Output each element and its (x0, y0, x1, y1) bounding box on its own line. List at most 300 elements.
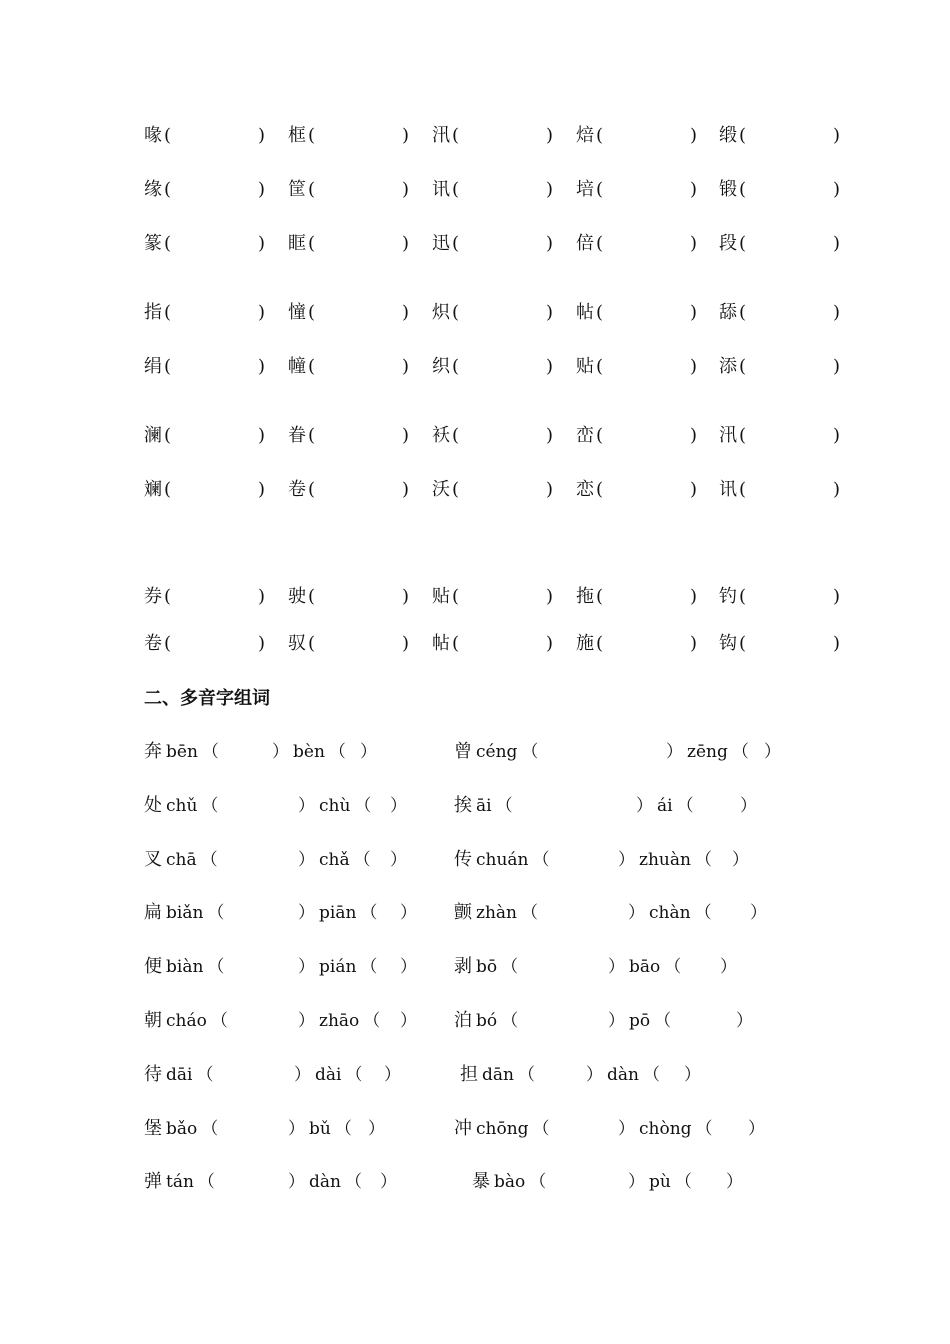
char-label: 恋 (576, 479, 594, 500)
open-paren: （ (521, 742, 539, 762)
open-paren: （ (521, 903, 538, 923)
polyphone-reading-2[interactable] (628, 898, 712, 928)
char-blank[interactable] (288, 582, 410, 612)
char-blank[interactable] (432, 229, 554, 259)
polyphone-reading-2[interactable] (298, 791, 371, 821)
polyphone-reading-2[interactable] (294, 1060, 362, 1090)
polyphone-reading-1[interactable] (144, 952, 224, 982)
close-paren: ） (298, 957, 315, 977)
char-label: 眷 (288, 425, 306, 446)
char-label: 钩 (719, 633, 737, 654)
open-paren: ( (739, 425, 747, 446)
close-paren: ） (732, 850, 749, 870)
open-paren: （ (532, 850, 550, 870)
char-blank[interactable] (144, 352, 266, 382)
char-blank[interactable] (576, 421, 698, 451)
char-blank[interactable] (576, 475, 698, 505)
close-paren: ) (258, 633, 266, 654)
char-blank[interactable] (288, 298, 410, 328)
char-blank[interactable] (144, 121, 266, 151)
close-paren: ） (294, 1065, 311, 1085)
char-blank[interactable] (288, 229, 410, 259)
char-label: 斓 (144, 479, 162, 500)
char-blank[interactable] (144, 298, 266, 328)
open-paren: （ (354, 796, 372, 816)
char-blank[interactable] (144, 229, 266, 259)
close-paren: ） (368, 1119, 385, 1139)
char-label: 帖 (432, 633, 450, 654)
char-blank[interactable] (144, 421, 266, 451)
open-paren: ( (452, 356, 460, 377)
close-paren: ) (690, 425, 698, 446)
char-blank[interactable] (719, 298, 841, 328)
close-paren: ） (288, 1119, 305, 1139)
pinyin: zhuàn (639, 850, 691, 870)
polyphone-reading-2[interactable] (298, 898, 377, 928)
polyphone-reading-1[interactable] (144, 898, 224, 928)
open-paren: ( (164, 479, 172, 500)
pinyin: bǔ (309, 1119, 331, 1139)
polyphone-reading-1[interactable] (454, 845, 550, 875)
close-paren: ） (390, 796, 407, 816)
close-paren: ) (690, 302, 698, 323)
polyphone-reading-1[interactable] (454, 737, 538, 767)
char-blank[interactable] (288, 629, 410, 659)
polyphone-reading-2[interactable] (618, 845, 712, 875)
char-label: 喙 (144, 125, 162, 146)
pinyin: chōng (476, 1119, 529, 1139)
char-blank[interactable] (144, 175, 266, 205)
close-paren: ) (833, 233, 841, 254)
close-paren: ) (833, 633, 841, 654)
open-paren: （ (201, 1119, 219, 1139)
open-paren: （ (731, 742, 749, 762)
close-paren: ） (618, 850, 635, 870)
pinyin: bō (476, 957, 498, 977)
polyphone-row (144, 791, 844, 821)
polyphone-char: 叉 (144, 849, 162, 870)
polyphone-char: 曾 (454, 741, 472, 762)
open-paren: ( (164, 302, 172, 323)
char-blank[interactable] (576, 121, 698, 151)
open-paren: （ (664, 957, 682, 977)
open-paren: ( (739, 479, 747, 500)
close-paren: ) (546, 125, 554, 146)
pinyin: pō (629, 1011, 651, 1031)
close-paren: ） (298, 796, 315, 816)
pinyin: céng (476, 742, 518, 762)
open-paren: ( (452, 479, 460, 500)
close-paren: ) (690, 586, 698, 607)
char-blank[interactable] (288, 475, 410, 505)
polyphone-row (144, 1060, 844, 1090)
polyphone-reading-2[interactable] (628, 1167, 692, 1197)
polyphone-reading-2[interactable] (636, 791, 694, 821)
open-paren: （ (360, 957, 378, 977)
open-paren: ( (164, 125, 172, 146)
polyphone-reading-1[interactable] (454, 791, 513, 821)
char-label: 织 (432, 356, 450, 377)
close-paren: ) (402, 586, 410, 607)
pinyin: biàn (166, 957, 204, 977)
char-label: 绢 (144, 356, 162, 377)
open-paren: ( (596, 356, 604, 377)
char-label: 憧 (288, 302, 306, 323)
open-paren: （ (210, 1011, 228, 1031)
char-row (144, 121, 864, 151)
close-paren: ) (546, 179, 554, 200)
char-blank[interactable] (432, 475, 554, 505)
polyphone-char: 颤 (454, 902, 472, 923)
close-paren: ） (390, 850, 407, 870)
char-label: 焙 (576, 125, 594, 146)
close-paren: ) (258, 179, 266, 200)
close-paren: ） (298, 850, 315, 870)
polyphone-reading-2[interactable] (618, 1114, 713, 1144)
char-label: 倍 (576, 233, 594, 254)
pinyin: pù (649, 1172, 671, 1192)
pinyin: chàn (649, 903, 691, 923)
open-paren: （ (695, 1119, 713, 1139)
pinyin: dāi (166, 1065, 193, 1085)
polyphone-reading-1[interactable] (144, 791, 218, 821)
char-label: 讯 (432, 179, 450, 200)
char-label: 汛 (432, 125, 450, 146)
char-label: 峦 (576, 425, 594, 446)
char-blank[interactable] (576, 175, 698, 205)
close-paren: ） (740, 796, 757, 816)
close-paren: ） (360, 742, 377, 762)
char-label: 幢 (288, 356, 306, 377)
close-paren: ） (618, 1119, 635, 1139)
close-paren: ) (402, 179, 410, 200)
char-blank[interactable] (719, 582, 841, 612)
char-label: 袄 (432, 425, 450, 446)
open-paren: （ (207, 903, 225, 923)
polyphone-reading-2[interactable] (666, 737, 749, 767)
char-label: 券 (144, 586, 162, 607)
polyphone-reading-1[interactable] (460, 1060, 535, 1090)
polyphone-char: 担 (460, 1064, 478, 1085)
close-paren: ) (546, 425, 554, 446)
char-blank[interactable] (576, 629, 698, 659)
char-blank[interactable] (576, 229, 698, 259)
pinyin: zhàn (476, 903, 517, 923)
pinyin: cháo (166, 1011, 207, 1031)
char-label: 指 (144, 302, 162, 323)
open-paren: ( (739, 586, 747, 607)
char-blank[interactable] (288, 121, 410, 151)
pinyin: bāo (629, 957, 661, 977)
close-paren: ) (258, 233, 266, 254)
polyphone-char: 挨 (454, 795, 472, 816)
char-label: 施 (576, 633, 594, 654)
open-paren: （ (363, 1011, 381, 1031)
pinyin: bǎo (166, 1119, 198, 1139)
char-blank[interactable] (144, 629, 266, 659)
polyphone-reading-1[interactable] (144, 1006, 228, 1036)
close-paren: ) (402, 425, 410, 446)
char-label: 钓 (719, 586, 737, 607)
close-paren: ） (666, 742, 683, 762)
pinyin: chǎ (319, 850, 350, 870)
close-paren: ） (764, 742, 781, 762)
char-label: 锻 (719, 179, 737, 200)
polyphone-char: 扁 (144, 902, 162, 923)
polyphone-reading-2[interactable] (298, 952, 377, 982)
char-label: 篆 (144, 233, 162, 254)
open-paren: ( (164, 356, 172, 377)
polyphone-reading-1[interactable] (144, 1114, 218, 1144)
open-paren: ( (164, 179, 172, 200)
open-paren: ( (308, 302, 316, 323)
polyphone-char: 朝 (144, 1010, 162, 1031)
close-paren: ) (690, 356, 698, 377)
close-paren: ） (586, 1065, 603, 1085)
polyphone-char: 传 (454, 849, 472, 870)
close-paren: ) (402, 479, 410, 500)
close-paren: ） (288, 1172, 305, 1192)
pinyin: ái (657, 796, 673, 816)
open-paren: （ (501, 1011, 519, 1031)
polyphone-reading-1[interactable] (144, 845, 218, 875)
polyphone-reading-1[interactable] (144, 737, 219, 767)
open-paren: ( (308, 586, 316, 607)
char-row (144, 298, 864, 328)
close-paren: ) (833, 586, 841, 607)
open-paren: ( (164, 586, 172, 607)
char-blank[interactable] (432, 352, 554, 382)
char-row (144, 629, 864, 659)
close-paren: ) (258, 479, 266, 500)
open-paren: （ (517, 1065, 535, 1085)
char-blank[interactable] (432, 121, 554, 151)
open-paren: ( (739, 356, 747, 377)
close-paren: ） (726, 1172, 743, 1192)
char-label: 添 (719, 356, 737, 377)
close-paren: ） (400, 957, 417, 977)
open-paren: （ (495, 796, 513, 816)
polyphone-reading-2[interactable] (608, 952, 681, 982)
char-blank[interactable] (144, 475, 266, 505)
open-paren: （ (207, 957, 225, 977)
close-paren: ) (402, 302, 410, 323)
close-paren: ) (690, 179, 698, 200)
open-paren: ( (596, 633, 604, 654)
open-paren: （ (642, 1065, 660, 1085)
char-row (144, 175, 864, 205)
close-paren: ) (833, 179, 841, 200)
open-paren: （ (334, 1119, 352, 1139)
pinyin: bèn (293, 742, 325, 762)
close-paren: ） (298, 1011, 315, 1031)
open-paren: ( (452, 633, 460, 654)
open-paren: （ (674, 1172, 692, 1192)
polyphone-row (144, 1167, 844, 1197)
polyphone-reading-2[interactable] (608, 1006, 671, 1036)
char-label: 汛 (719, 425, 737, 446)
polyphone-reading-2[interactable] (298, 1006, 380, 1036)
pinyin: chā (166, 850, 197, 870)
pinyin: āi (476, 796, 492, 816)
open-paren: ( (452, 179, 460, 200)
char-row (144, 229, 864, 259)
polyphone-reading-2[interactable] (298, 845, 371, 875)
char-label: 缎 (719, 125, 737, 146)
char-blank[interactable] (432, 582, 554, 612)
polyphone-reading-2[interactable] (288, 1114, 352, 1144)
open-paren: （ (200, 850, 218, 870)
open-paren: （ (353, 850, 371, 870)
close-paren: ) (833, 125, 841, 146)
char-label: 拖 (576, 586, 594, 607)
pinyin: dān (482, 1065, 514, 1085)
polyphone-char: 剥 (454, 956, 472, 977)
pinyin: pián (319, 957, 357, 977)
open-paren: ( (452, 586, 460, 607)
close-paren: ） (400, 903, 417, 923)
char-label: 沃 (432, 479, 450, 500)
close-paren: ) (546, 586, 554, 607)
char-row (144, 421, 864, 451)
polyphone-reading-1[interactable] (454, 1006, 518, 1036)
char-label: 驭 (288, 633, 306, 654)
char-blank[interactable] (719, 121, 841, 151)
char-blank[interactable] (576, 352, 698, 382)
pinyin: dàn (607, 1065, 639, 1085)
close-paren: ) (546, 479, 554, 500)
close-paren: ) (546, 356, 554, 377)
polyphone-char: 冲 (454, 1118, 472, 1139)
close-paren: ） (628, 903, 645, 923)
close-paren: ) (402, 356, 410, 377)
open-paren: ( (308, 356, 316, 377)
polyphone-reading-1[interactable] (454, 952, 518, 982)
char-label: 筐 (288, 179, 306, 200)
char-label: 帖 (576, 302, 594, 323)
char-blank[interactable] (288, 352, 410, 382)
char-blank[interactable] (432, 175, 554, 205)
polyphone-reading-1[interactable] (144, 1060, 213, 1090)
polyphone-reading-2[interactable] (586, 1060, 660, 1090)
section-title: 二、多音字组词 (144, 688, 270, 709)
open-paren: （ (201, 796, 219, 816)
open-paren: ( (452, 125, 460, 146)
char-blank[interactable] (719, 352, 841, 382)
open-paren: （ (694, 903, 712, 923)
char-blank[interactable] (288, 421, 410, 451)
close-paren: ） (748, 1119, 765, 1139)
close-paren: ） (736, 1011, 753, 1031)
open-paren: ( (596, 179, 604, 200)
open-paren: （ (201, 742, 219, 762)
polyphone-reading-2[interactable] (272, 737, 346, 767)
char-blank[interactable] (432, 298, 554, 328)
char-blank[interactable] (576, 582, 698, 612)
polyphone-char: 奔 (144, 741, 162, 762)
polyphone-reading-1[interactable] (144, 1167, 215, 1197)
close-paren: ) (833, 356, 841, 377)
polyphone-reading-1[interactable] (454, 1114, 550, 1144)
polyphone-row (144, 952, 844, 982)
open-paren: ( (739, 302, 747, 323)
char-blank[interactable] (576, 298, 698, 328)
char-blank[interactable] (719, 629, 841, 659)
open-paren: （ (501, 957, 519, 977)
polyphone-reading-1[interactable] (472, 1167, 546, 1197)
close-paren: ） (608, 1011, 625, 1031)
open-paren: （ (529, 1172, 547, 1192)
char-label: 缘 (144, 179, 162, 200)
char-blank[interactable] (432, 421, 554, 451)
close-paren: ) (258, 356, 266, 377)
open-paren: ( (308, 233, 316, 254)
polyphone-char: 弹 (144, 1171, 162, 1192)
char-blank[interactable] (288, 175, 410, 205)
polyphone-row (144, 1006, 844, 1036)
polyphone-char: 便 (144, 956, 162, 977)
polyphone-row (144, 845, 844, 875)
open-paren: ( (452, 302, 460, 323)
char-label: 炽 (432, 302, 450, 323)
close-paren: ) (258, 586, 266, 607)
char-blank[interactable] (719, 421, 841, 451)
close-paren: ） (380, 1172, 397, 1192)
char-blank[interactable] (432, 629, 554, 659)
open-paren: ( (452, 233, 460, 254)
char-label: 讯 (719, 479, 737, 500)
open-paren: ( (739, 125, 747, 146)
close-paren: ) (402, 125, 410, 146)
open-paren: ( (596, 425, 604, 446)
close-paren: ） (684, 1065, 701, 1085)
pinyin: chòng (639, 1119, 692, 1139)
char-blank[interactable] (719, 175, 841, 205)
pinyin: tán (166, 1172, 194, 1192)
open-paren: （ (328, 742, 346, 762)
polyphone-reading-2[interactable] (288, 1167, 362, 1197)
pinyin: zhāo (319, 1011, 360, 1031)
char-label: 段 (719, 233, 737, 254)
open-paren: ( (596, 302, 604, 323)
close-paren: ) (690, 479, 698, 500)
close-paren: ） (720, 957, 737, 977)
polyphone-char: 泊 (454, 1010, 472, 1031)
char-blank[interactable] (719, 229, 841, 259)
open-paren: （ (654, 1011, 672, 1031)
char-row (144, 475, 864, 505)
close-paren: ) (258, 302, 266, 323)
char-label: 框 (288, 125, 306, 146)
polyphone-row (144, 898, 844, 928)
polyphone-reading-1[interactable] (454, 898, 538, 928)
char-blank[interactable] (719, 475, 841, 505)
polyphone-char: 处 (144, 795, 162, 816)
polyphone-char: 暴 (472, 1171, 490, 1192)
close-paren: ) (402, 233, 410, 254)
close-paren: ） (298, 903, 315, 923)
char-label: 澜 (144, 425, 162, 446)
open-paren: （ (360, 903, 378, 923)
char-blank[interactable] (144, 582, 266, 612)
close-paren: ) (402, 633, 410, 654)
close-paren: ) (546, 233, 554, 254)
polyphone-char: 待 (144, 1064, 162, 1085)
open-paren: ( (596, 233, 604, 254)
open-paren: ( (164, 633, 172, 654)
close-paren: ) (546, 633, 554, 654)
close-paren: ） (750, 903, 767, 923)
